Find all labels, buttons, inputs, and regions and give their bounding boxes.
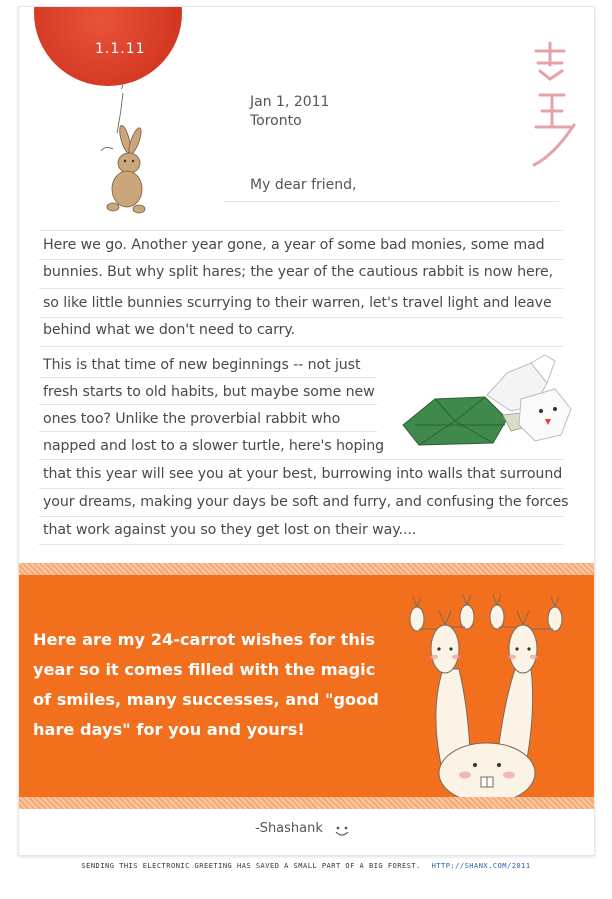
divider [39,516,563,517]
wishes-band [19,563,594,809]
divider [39,544,563,545]
footer-link[interactable]: HTTP://SHANX.COM/2011 [431,862,531,870]
divider [39,288,563,289]
divider [39,431,377,432]
wishes-line: of smiles, many successes, and "good [33,690,379,709]
divider [39,459,563,460]
letter-line: your dreams, making your days be soft and furry, and confusing the forces [43,494,569,510]
letter-greeting: My dear friend, [250,177,357,193]
letter-line: that this year will see you at your best, burrowing into walls that surround [43,466,563,482]
divider [39,230,563,231]
divider [39,404,377,405]
origami-turtle-rabbit-icon [395,355,581,459]
stripe-border [19,563,594,575]
antler-bunnies-icon [387,589,587,799]
divider [39,488,563,489]
letter-line: behind what we don't need to carry. [43,322,296,338]
smile-icon [333,825,351,837]
letter-line: so like little bunnies scurrying to their warren, let's travel light and leave [43,295,552,311]
letter-line: fresh starts to old habits, but maybe some new [43,384,375,400]
footer-text: SENDING THIS ELECTRONIC GREETING HAS SAVED A SMALL PART OF A BIG FOREST. [81,862,421,870]
wishes-line: hare days" for you and yours! [33,720,305,739]
wishes-text [33,625,383,745]
signature: -Shashank [255,821,323,836]
letter-line: that work against you so they get lost on their way.... [43,522,417,538]
letter-city: Toronto [250,113,302,129]
letter-line: This is that time of new beginnings -- not just [43,357,361,373]
calligraphy-stamp-icon [526,35,582,175]
wishes-line: Here are my 24-carrot wishes for this [33,630,376,649]
divider [39,377,377,378]
divider [39,317,563,318]
hanging-bunny-icon [91,93,161,223]
footer [0,862,612,870]
balloon-date-label: 1.1.11 [95,41,146,57]
stripe-border [19,797,594,809]
letter-line: ones too? Unlike the proverbial rabbit who [43,411,341,427]
letter-date: Jan 1, 2011 [250,94,330,110]
wishes-line: year so it comes filled with the magic [33,660,376,679]
divider [39,259,563,260]
letter-line: Here we go. Another year gone, a year of some bad monies, some mad [43,237,545,253]
letter-date-block [250,93,329,131]
letter-line: napped and lost to a slower turtle, here's hoping [43,438,385,454]
greeting-card [18,6,595,856]
letter-line: bunnies. But why split hares; the year of the cautious rabbit is now here, [43,264,554,280]
divider [39,346,563,347]
divider [223,201,559,202]
